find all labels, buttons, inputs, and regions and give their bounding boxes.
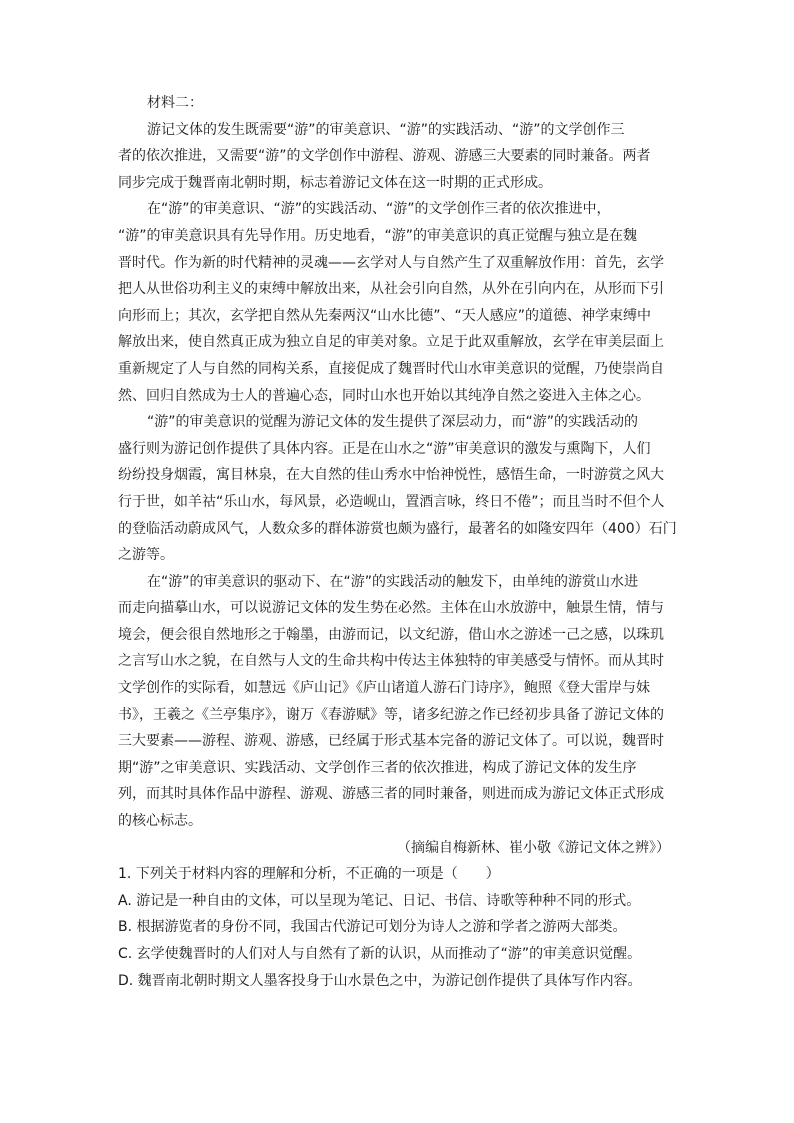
paragraph-line: 文学创作的实际看，如慧远《庐山记》《庐山诸道人游石门诗序》，鲍照《登大雷岸与妹 [118, 680, 650, 697]
paragraph-line: 同步完成于魏晋南北朝时期，标志着游记文体在这一时期的正式形成。 [118, 174, 552, 191]
paragraph-line: 重新规定了人与自然的同构关系，直接促成了魏晋时代山水审美意识的觉醒，乃使崇尚自 [118, 360, 664, 377]
source-citation: （摘编自梅新林、崔小敬《游记文体之辨》） [397, 839, 670, 856]
paragraph-line: 盛行则为游记创作提供了具体内容。正是在山水之“游”审美意识的激发与熏陶下，人们 [118, 440, 651, 457]
paragraph-line: 解放出来，使自然真正成为独立自足的审美对象。立足于此双重解放，玄学在审美层面上 [118, 334, 664, 351]
paragraph-line: 在“游”的审美意识的驱动下、在“游”的实践活动的触发下，由单纯的游赏山水进 [147, 573, 639, 590]
paragraph-line: 游记文体的发生既需要“游”的审美意识、“游”的实践活动、“游”的文学创作三 [147, 121, 625, 138]
option-a: A. 游记是一种自由的文体，可以呈现为笔记、日记、书信、诗歌等种种不同的形式。 [118, 892, 641, 909]
paragraph-line: “游”的审美意识具有先导作用。历史地看，“游”的审美意识的真正觉醒与独立是在魏 [118, 227, 638, 244]
paragraph-line: 纷纷投身烟霞，寓目林泉，在大自然的佳山秀水中怡神悦性，感悟生命，一时游赏之风大 [118, 467, 664, 484]
paragraph-3 [118, 409, 676, 569]
paragraph-line: 而走向描摹山水，可以说游记文体的发生势在必然。主体在山水放游中，触景生情，情与 [118, 600, 664, 617]
paragraph-line: 的登临活动蔚成风气，人数众多的群体游赏也颇为盛行，最著名的如隆安四年（400）石门 [118, 520, 677, 537]
paragraph-line: 列，而其时具体作品中游程、游观、游感三者的同时兼备，则进而成为游记文体正式形成 [118, 786, 664, 803]
paragraph-1 [118, 117, 676, 197]
paragraph-line: 然、回归自然成为士人的普遍心态，同时山水也开始以其纯净自然之姿进入主体之心。 [118, 387, 650, 404]
paragraph-line: “游”的审美意识的觉醒为游记文体的发生提供了深层动力，而“游”的实践活动的 [147, 414, 639, 431]
question-block [118, 861, 676, 994]
document-page [118, 90, 676, 994]
paragraph-line: 的核心标志。 [118, 813, 202, 830]
option-c: C. 玄学使魏晋时的人们对人与自然有了新的认识，从而推动了“游”的审美意识觉醒。 [118, 946, 642, 962]
paragraph-line: 者的依次推进，又需要“游”的文学创作中游程、游观、游感三大要素的同时兼备。两者 [118, 148, 651, 165]
option-b: B. 根据游览者的身份不同，我国古代游记可划分为诗人之游和学者之游两大部类。 [118, 919, 627, 936]
paragraph-line: 向形而上；其次，玄学把自然从先秦两汉“山水比德”、“天人感应”的道德、神学束缚中 [118, 307, 652, 324]
paragraph-line: 把人从世俗功利主义的束缚中解放出来，从社会引向自然，从外在引向内在，从形而下引 [118, 281, 664, 298]
paragraph-2 [118, 196, 676, 409]
paragraph-line: 三大要素——游程、游观、游感，已经属于形式基本完备的游记文体了。可以说，魏晋时 [118, 733, 664, 750]
paragraph-line: 晋时代。作为新的时代精神的灵魂——玄学对人与自然产生了双重解放作用：首先，玄学 [118, 254, 664, 271]
paragraph-line: 之游等。 [118, 547, 174, 564]
paragraph-line: 期“游”之审美意识、实践活动、文学创作三者的依次推进，构成了游记文体的发生序 [118, 759, 637, 776]
paragraph-line: 境会，便会很自然地形之于翰墨，由游而记，以文纪游，借山水之游述一己之感，以珠玑 [118, 626, 664, 643]
paragraph-line: 之言写山水之貌，在自然与人文的生命共构中传达主体独特的审美感受与情怀。而从其时 [118, 653, 664, 670]
question-stem: 1. 下列关于材料内容的理解和分析，不正确的一项是（ ） [118, 866, 500, 883]
paragraph-line: 在“游”的审美意识、“游”的实践活动、“游”的文学创作三者的依次推进中， [147, 201, 611, 218]
paragraph-4 [118, 569, 676, 835]
paragraph-line: 行于世，如羊祜“乐山水，每风景，必造岘山，置酒言咏，终日不倦”；而且当时不但个人 [118, 493, 665, 510]
section-heading: 材料二： [147, 95, 203, 111]
option-d: D. 魏晋南北朝时期文人墨客投身于山水景色之中，为游记创作提供了具体写作内容。 [118, 972, 642, 989]
paragraph-line: 书》，王羲之《兰亭集序》，谢万《春游赋》等，诸多纪游之作已经初步具备了游记文体的 [118, 706, 664, 723]
